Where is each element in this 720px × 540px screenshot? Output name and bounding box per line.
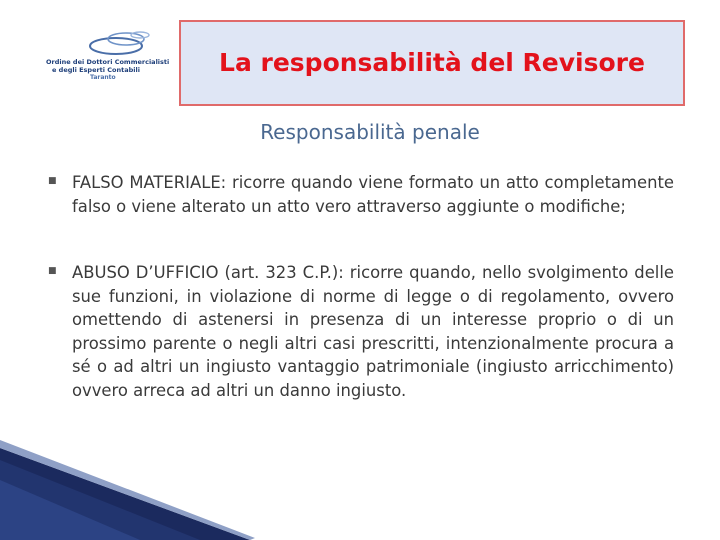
bullet-icon: ■ — [48, 266, 57, 276]
logo-emblem-icon — [78, 28, 168, 58]
logo-text — [46, 58, 176, 82]
title-box — [179, 20, 685, 106]
section-subtitle: Responsabilità penale — [260, 120, 480, 144]
logo-org-line1: Ordine dei Dottori Commercialisti — [46, 58, 170, 66]
list-item — [48, 171, 674, 218]
logo — [34, 24, 174, 96]
logo-org-line2: e degli Esperti Contabili — [52, 66, 140, 74]
page-title: La responsabilità del Revisore — [219, 47, 645, 77]
bullet-text: FALSO MATERIALE: ricorre quando viene formato un atto completamente falso o viene alterato un atto vero attraverso aggiunte o modifiche; — [72, 173, 674, 216]
list-item — [48, 261, 674, 402]
bullet-text: ABUSO D’UFFICIO (art. 323 C.P.): ricorre quando, nello svolgimento delle sue funzioni, in violazione di norme di legge o di regolamento, ovvero omettendo di astenersi in presenza di un interesse proprio o di un prossimo parente o negli altri casi prescritti, intenzionalmente procura a sé o ad altri un ingiusto vantaggio patrimoniale (ingiusto arricchimento) ovvero arreca ad altri un danno ingiusto. — [72, 263, 674, 400]
bullet-icon: ■ — [48, 176, 57, 186]
corner-decoration — [0, 440, 260, 540]
logo-city: Taranto — [90, 74, 116, 81]
